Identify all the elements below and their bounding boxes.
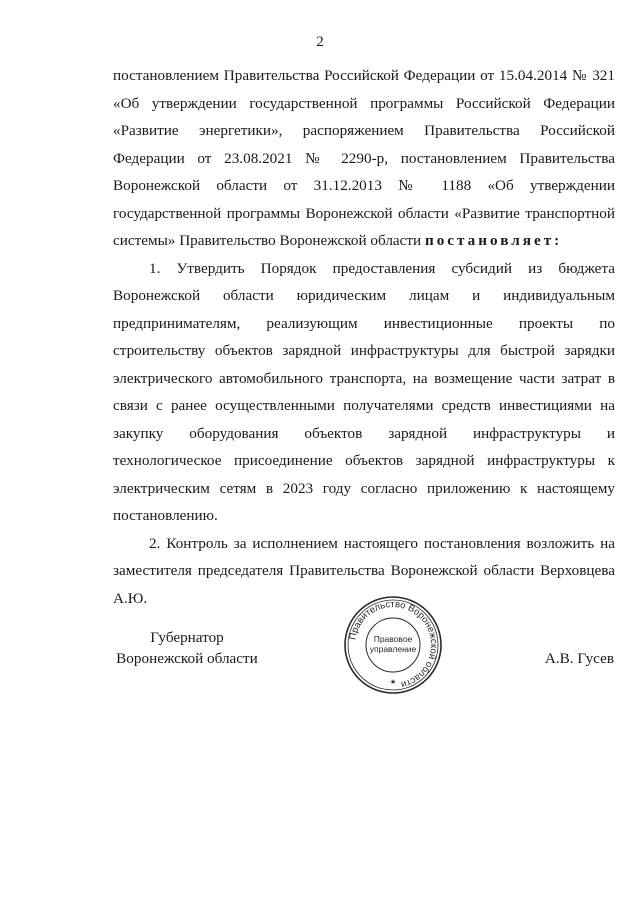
resolution-keyword: постановляет: <box>424 232 563 249</box>
item-2-paragraph: 2. Контроль за исполнением настоящего постановления возложить на заместителя председателя Правительства Воронежской области Верховцева А.Ю. <box>113 534 615 607</box>
intro-text: постановлением Правительства Российской Федерации от 15.04.2014 № 321 «Об утверждении государственной программы Российской Федерации «Развитие энергетики», распоряжением Правительства Российской Федерации от 23.08.2021 № 2290-р, постановлением Правительства Воронежской области от 31.12.2013 № 1188 «Об утверждении государственной программы Воронежской области «Развитие транспортной системы» Правительство Воронежской области <box>113 67 615 249</box>
stamp-center-line2: управление <box>369 644 417 654</box>
item-1-paragraph: 1. Утвердить Порядок предоставления субсидий из бюджета Воронежской области юридическим лицам и индивидуальным предпринимателям, реализующим инвестиционные проекты по строительству объектов зарядной инфраструктуры для быстрой зарядки электрического автомобильного транспорта, на возмещение части затрат в связи с ранее осуществленными получателями средств инвестициями на закупку оборудования объектов зарядной инфраструктуры и технологическое присоединение объектов зарядной инфраструктуры к электрическим сетям в 2023 году согласно приложению к настоящему постановлению. <box>113 259 615 524</box>
intro-paragraph <box>113 62 615 255</box>
document-body <box>113 62 615 612</box>
page-number: 2 <box>316 34 324 50</box>
official-stamp <box>342 594 444 696</box>
signatory-region: Воронежской области <box>116 650 258 667</box>
stamp-seal-icon <box>342 594 444 696</box>
signatory-name: А.В. Гусев <box>544 650 614 667</box>
stamp-star-icon: ★ <box>389 678 397 686</box>
stamp-center-line1: Правовое <box>373 634 413 644</box>
signatory-title: Губернатор <box>150 629 224 646</box>
stamp-ring-text: Правительство Воронежской области <box>347 598 440 691</box>
signatory-position <box>113 627 261 669</box>
